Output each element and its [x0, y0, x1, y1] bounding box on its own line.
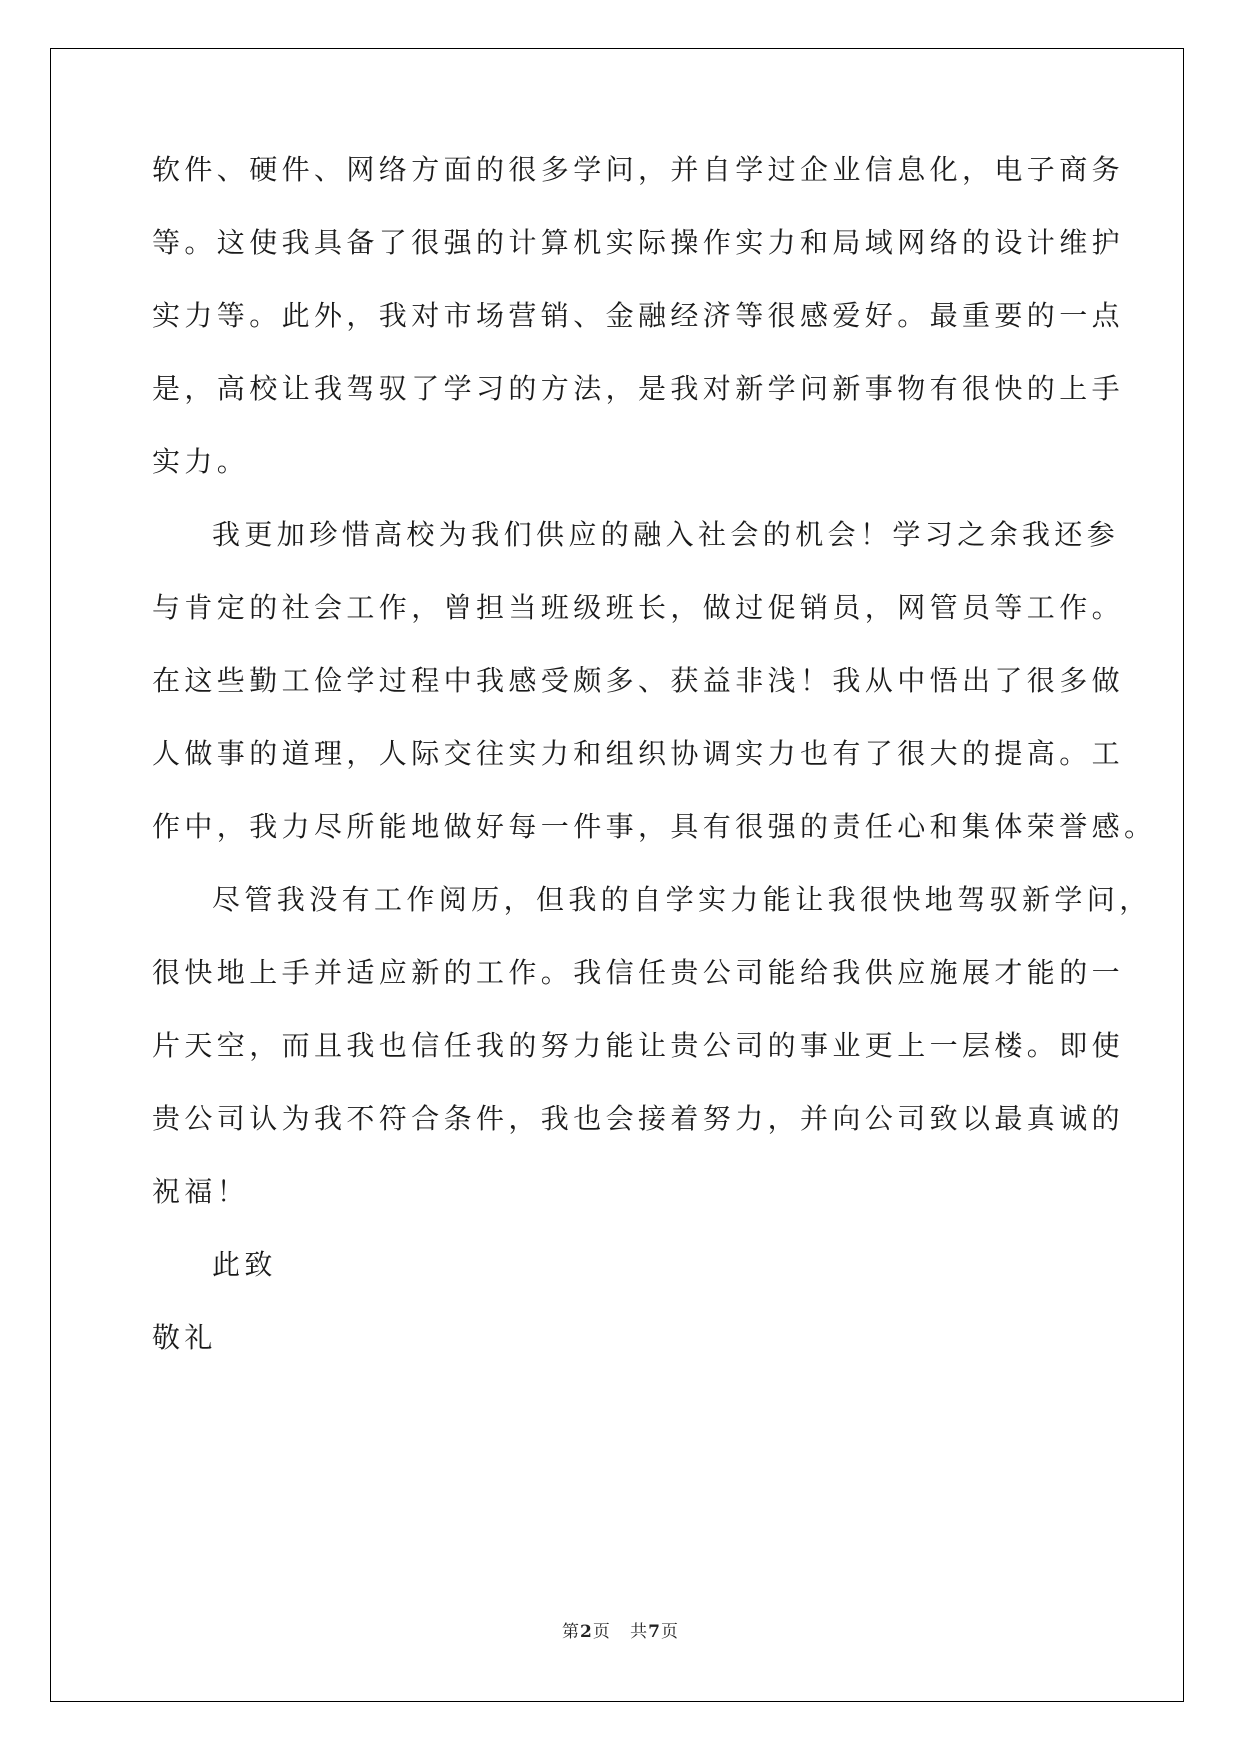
- page-number-footer: [0, 1617, 1241, 1642]
- total-prefix: 共: [630, 1622, 649, 1642]
- body-line-12: 很快地上手并适应新的工作。我信任贵公司能给我供应施展才能的一: [152, 956, 1125, 989]
- body-line-8: 在这些勤工俭学过程中我感受颇多、获益非浅！我从中悟出了很多做: [152, 664, 1125, 697]
- body-line-6: 我更加珍惜高校为我们供应的融入社会的机会！学习之余我还参: [212, 518, 1120, 551]
- body-line-7: 与肯定的社会工作，曾担当班级班长，做过促销员，网管员等工作。: [152, 591, 1125, 624]
- page-suffix: 页: [592, 1622, 611, 1642]
- body-line-4: 是，高校让我驾驭了学习的方法，是我对新学问新事物有很快的上手: [152, 372, 1125, 405]
- body-line-1: 软件、硬件、网络方面的很多学问，并自学过企业信息化，电子商务: [152, 153, 1125, 186]
- body-line-10: 作中，我力尽所能地做好每一件事，具有很强的责任心和集体荣誉感。: [152, 810, 1157, 843]
- closing-regards: 敬礼: [152, 1321, 217, 1354]
- body-line-15: 祝福！: [152, 1175, 250, 1208]
- body-line-3: 实力等。此外，我对市场营销、金融经济等很感爱好。最重要的一点: [152, 299, 1125, 332]
- body-line-2: 等。这使我具备了很强的计算机实际操作实力和局域网络的设计维护: [152, 226, 1125, 259]
- total-suffix: 页: [660, 1622, 679, 1642]
- body-line-9: 人做事的道理，人际交往实力和组织协调实力也有了很大的提高。工: [152, 737, 1125, 770]
- page-total: 7: [648, 1622, 661, 1642]
- body-line-5: 实力。: [152, 445, 250, 478]
- body-line-13: 片天空，而且我也信任我的努力能让贵公司的事业更上一层楼。即使: [152, 1029, 1125, 1062]
- page-current: 2: [580, 1622, 593, 1642]
- page-prefix: 第: [562, 1622, 581, 1642]
- body-line-11: 尽管我没有工作阅历，但我的自学实力能让我很快地驾驭新学问，: [212, 883, 1152, 916]
- closing-salutation: 此致: [212, 1248, 277, 1281]
- body-line-14: 贵公司认为我不符合条件，我也会接着努力，并向公司致以最真诚的: [152, 1102, 1125, 1135]
